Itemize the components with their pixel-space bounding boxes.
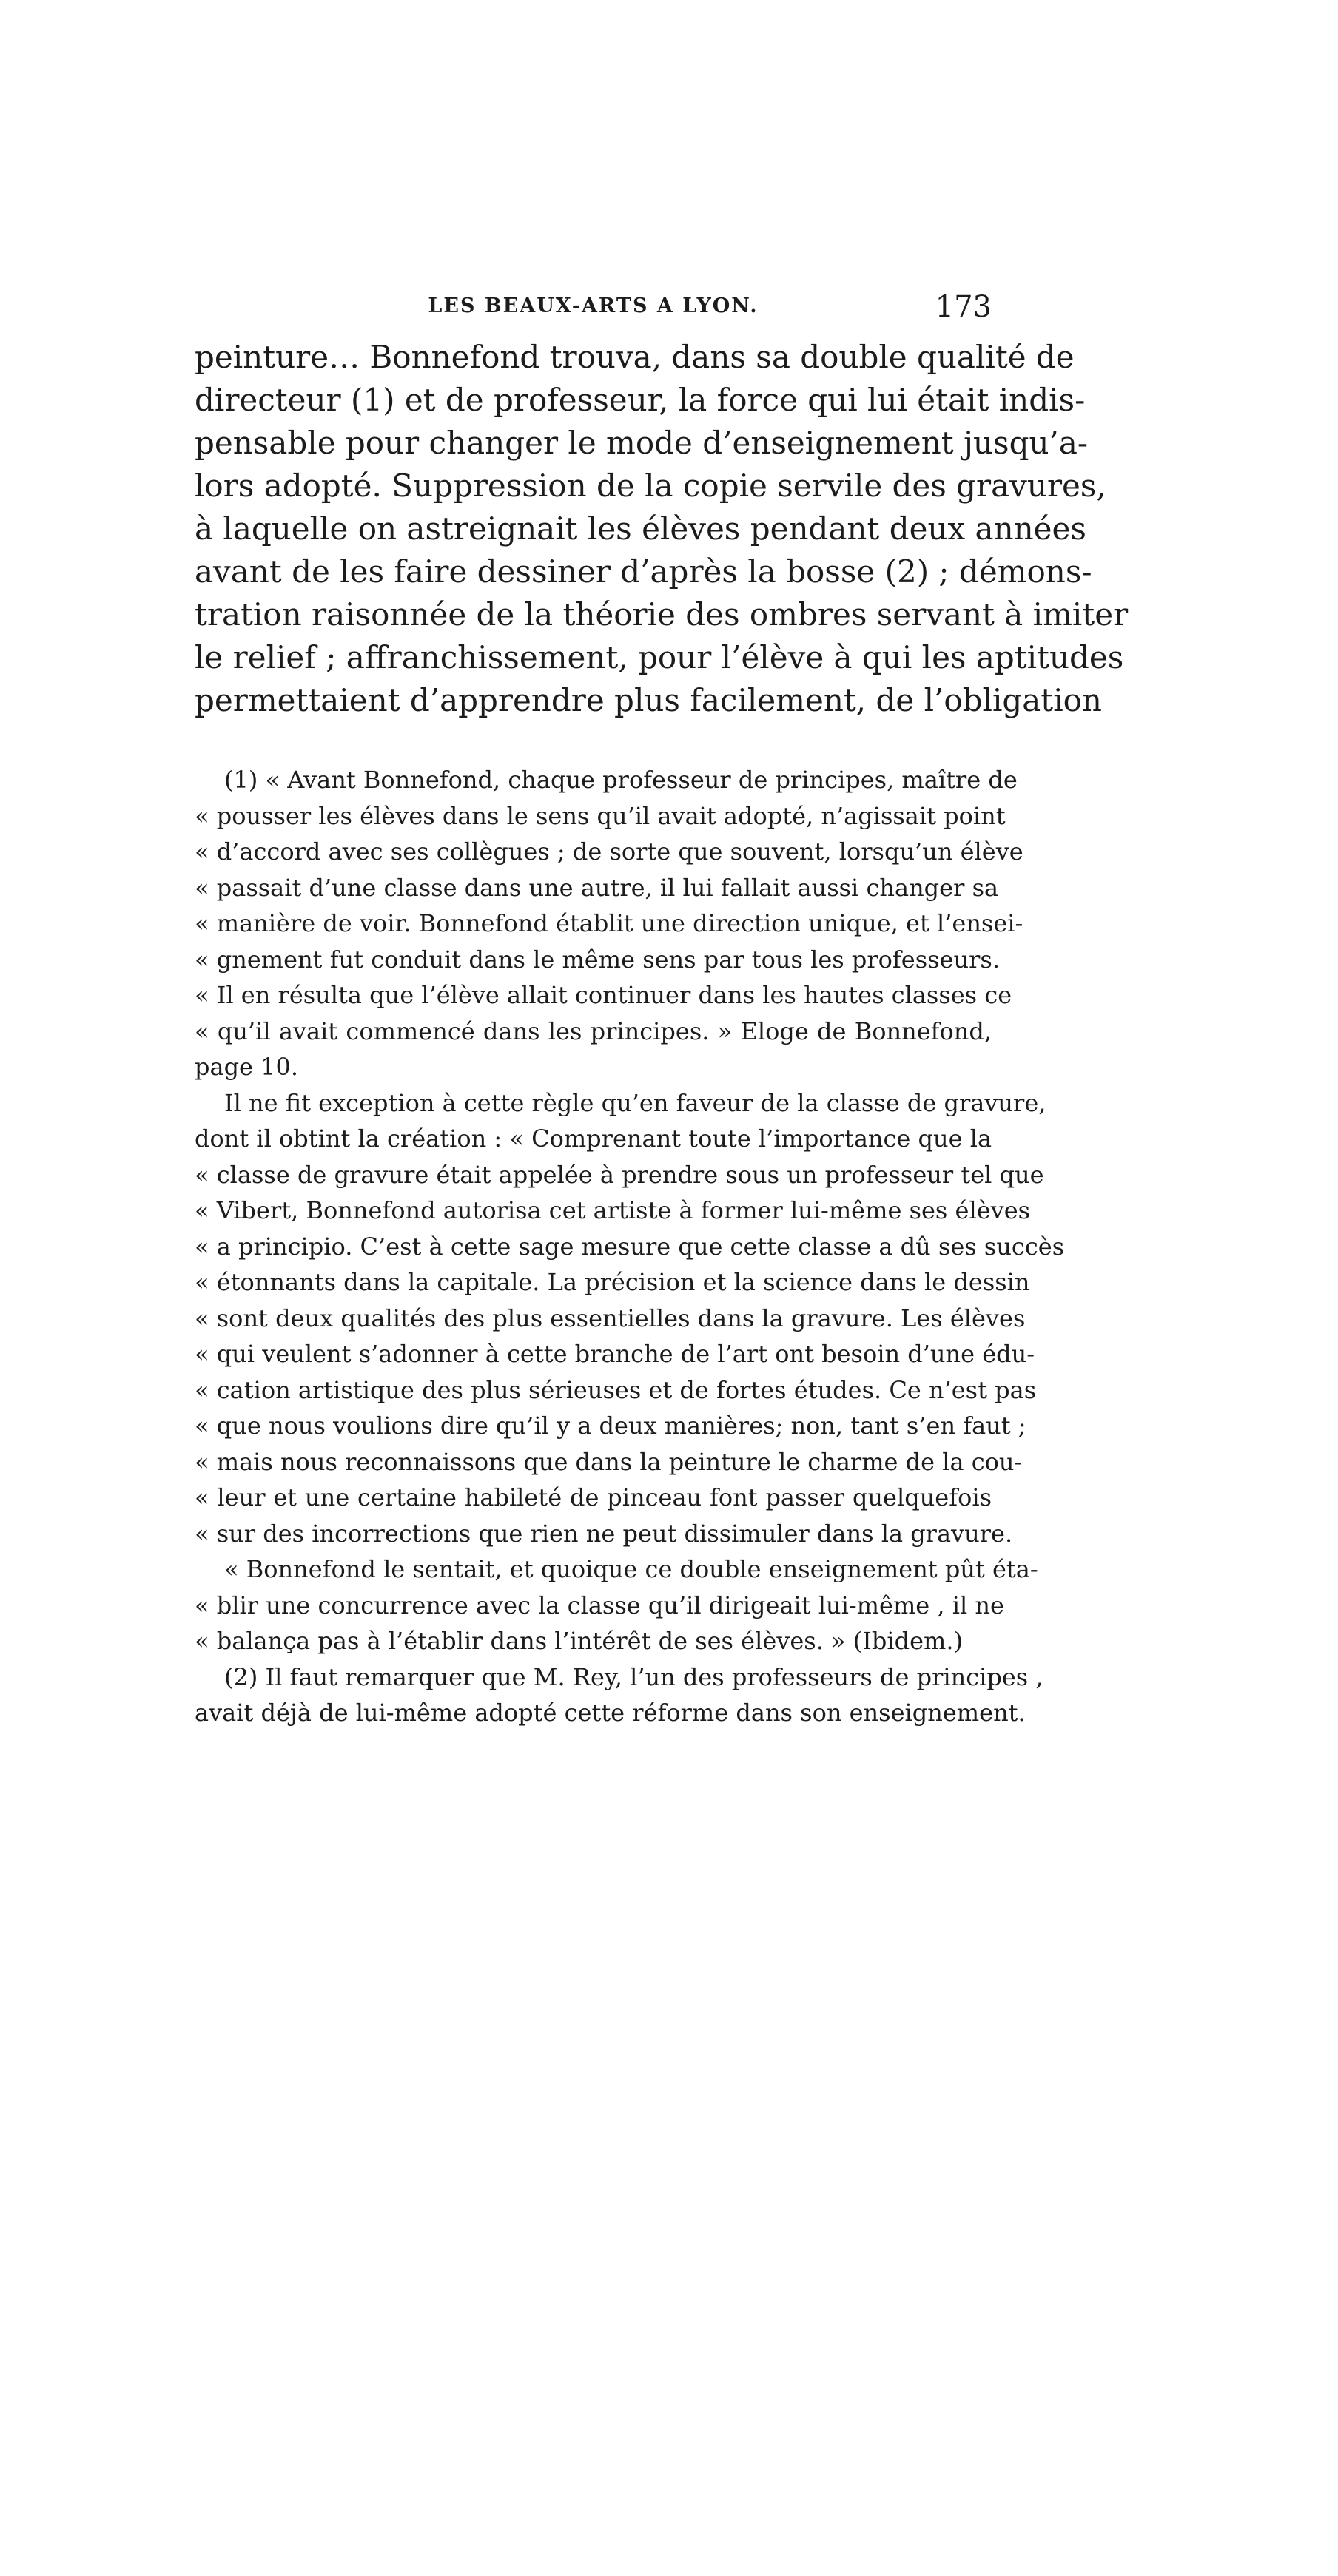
- footnote-line: « étonnants dans la capitale. La précision et la science dans le dessin: [195, 1268, 1030, 1296]
- running-title: LES BEAUX-ARTS A LYON.: [428, 294, 759, 317]
- footnote-line: « mais nous reconnaissons que dans la peinture le charme de la cou-: [195, 1447, 1023, 1476]
- footnote-line: « sur des incorrections que rien ne peut dissimuler dans la gravure.: [195, 1519, 1013, 1548]
- footnote-line: « Il en résulta que l’élève allait continuer dans les hautes classes ce: [195, 981, 1012, 1009]
- footnote-line: (2) Il faut remarquer que M. Rey, l’un des professeurs de principes ,: [224, 1662, 1043, 1691]
- footnotes: [195, 762, 1065, 1731]
- footnote-line: « blir une concurrence avec la classe qu’il dirigeait lui-même , il ne: [195, 1591, 1004, 1619]
- body-line: peinture… Bonnefond trouva, dans sa double qualité de: [195, 339, 1075, 375]
- footnote-line: « leur et une certaine habileté de pinceau font passer quelquefois: [195, 1483, 992, 1511]
- body-line: directeur (1) et de professeur, la force qui lui était indis-: [195, 382, 1086, 418]
- body-line: permettaient d’apprendre plus facilement, de l’obligation: [195, 682, 1102, 718]
- main-text: [195, 336, 1129, 722]
- footnote-line: « qui veulent s’adonner à cette branche de l’art ont besoin d’une édu-: [195, 1340, 1035, 1368]
- footnote-line: « pousser les élèves dans le sens qu’il avait adopté, n’agissait point: [195, 801, 1006, 830]
- body-line: à laquelle on astreignait les élèves pendant deux années: [195, 510, 1086, 547]
- footnote-line: (1) « Avant Bonnefond, chaque professeur de principes, maître de: [224, 766, 1018, 794]
- footnote-line: « Bonnefond le sentait, et quoique ce double enseignement pût éta-: [224, 1555, 1038, 1583]
- body-line: pensable pour changer le mode d’enseignement jusqu’a-: [195, 425, 1089, 461]
- body-line: lors adopté. Suppression de la copie servile des gravures,: [195, 468, 1106, 504]
- footnote-line: Il ne fit exception à cette règle qu’en faveur de la classe de gravure,: [224, 1088, 1046, 1117]
- footnote-line: « classe de gravure était appelée à prendre sous un professeur tel que: [195, 1160, 1044, 1189]
- footnote-line: « cation artistique des plus sérieuses et de fortes études. Ce n’est pas: [195, 1375, 1037, 1404]
- footnote-line: « sont deux qualités des plus essentielles dans la gravure. Les élèves: [195, 1304, 1026, 1332]
- footnote-line: « manière de voir. Bonnefond établit une direction unique, et l’ensei-: [195, 909, 1023, 937]
- footnote-line: « a principio. C’est à cette sage mesure que cette classe a dû ses succès: [195, 1232, 1065, 1261]
- footnote-line: « gnement fut conduit dans le même sens par tous les professeurs.: [195, 945, 1000, 974]
- footnote-line: avait déjà de lui-même adopté cette réforme dans son enseignement.: [195, 1699, 1026, 1727]
- footnote-line: « qu’il avait commencé dans les principes. » Eloge de Bonnefond,: [195, 1016, 992, 1045]
- page-number: 173: [935, 290, 992, 324]
- footnote-line: « d’accord avec ses collègues ; de sorte que souvent, lorsqu’un élève: [195, 837, 1023, 866]
- body-line: tration raisonnée de la théorie des ombres servant à imiter: [195, 596, 1129, 633]
- footnote-line: « passait d’une classe dans une autre, il lui fallait aussi changer sa: [195, 873, 999, 902]
- footnote-line: « balança pas à l’établir dans l’intérêt de ses élèves. » (Ibidem.): [195, 1627, 964, 1655]
- body-line: le relief ; affranchissement, pour l’élève à qui les aptitudes: [195, 639, 1124, 675]
- page-header: [195, 290, 992, 327]
- footnote-line: « Vibert, Bonnefond autorisa cet artiste à former lui-même ses élèves: [195, 1196, 1031, 1224]
- footnote-line: dont il obtint la création : « Comprenant toute l’importance que la: [195, 1125, 992, 1153]
- body-line: avant de les faire dessiner d’après la bosse (2) ; démons-: [195, 553, 1092, 590]
- footnote-line: « que nous voulions dire qu’il y a deux manières; non, tant s’en faut ;: [195, 1412, 1026, 1440]
- footnote-line: page 10.: [195, 1053, 299, 1081]
